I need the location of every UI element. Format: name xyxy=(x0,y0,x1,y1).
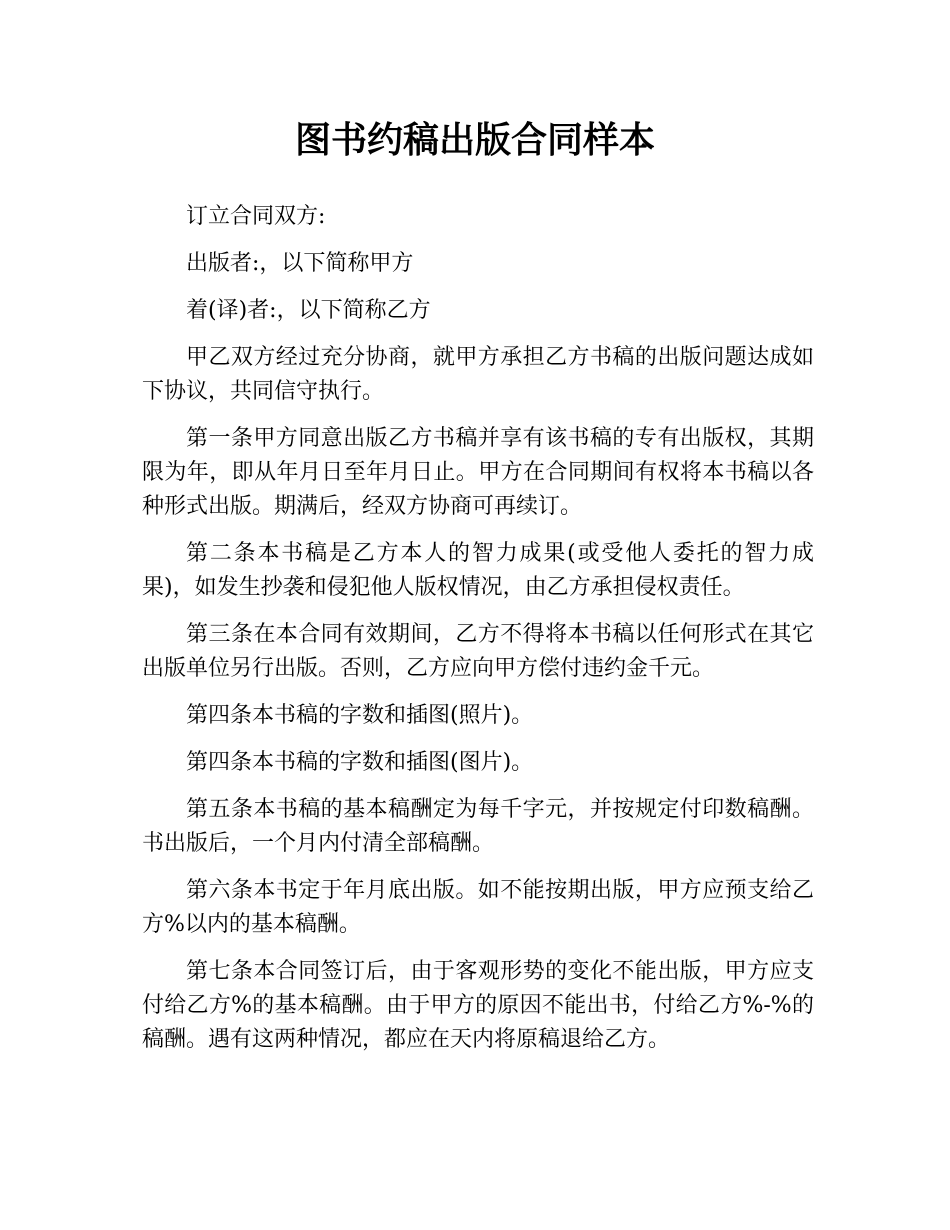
paragraph-parties: 订立合同双方: xyxy=(186,204,326,229)
paragraph-article-6: 第六条本书定于年月底出版。如不能按期出版，甲方应预支给乙方%以内的基本稿酬。 xyxy=(142,878,814,937)
paragraph-article-4b: 第四条本书稿的字数和插图(图片)。 xyxy=(186,750,534,775)
paragraph-article-3: 第三条在本合同有效期间，乙方不得将本书稿以任何形式在其它出版单位另行出版。否则，乙方应向甲方偿付违约金千元。 xyxy=(142,622,814,681)
paragraph-article-4a: 第四条本书稿的字数和插图(照片)。 xyxy=(186,703,534,728)
paragraph-article-2: 第二条本书稿是乙方本人的智力成果(或受他人委托的智力成果)，如发生抄袭和侵犯他人版权情况，由乙方承担侵权责任。 xyxy=(142,541,814,600)
document-body xyxy=(142,200,814,1070)
paragraph-article-7: 第七条本合同签订后，由于客观形势的变化不能出版，甲方应支付给乙方%的基本稿酬。由于甲方的原因不能出书，付给乙方%-%的稿酬。遇有这两种情况，都应在天内将原稿退给乙方。 xyxy=(142,959,814,1052)
document-title: 图书约稿出版合同样本 xyxy=(294,120,655,161)
paragraph-author: 着(译)者:，以下简称乙方 xyxy=(186,298,431,323)
paragraph-publisher: 出版者:，以下简称甲方 xyxy=(186,251,414,276)
paragraph-article-1: 第一条甲方同意出版乙方书稿并享有该书稿的专有出版权，其期限为年，即从年月日至年月日止。甲方在合同期间有权将本书稿以各种形式出版。期满后，经双方协商可再续订。 xyxy=(142,426,814,519)
paragraph-preamble: 甲乙双方经过充分协商，就甲方承担乙方书稿的出版问题达成如下协议，共同信守执行。 xyxy=(142,345,814,404)
paragraph-article-5: 第五条本书稿的基本稿酬定为每千字元，并按规定付印数稿酬。书出版后，一个月内付清全部稿酬。 xyxy=(142,797,814,856)
